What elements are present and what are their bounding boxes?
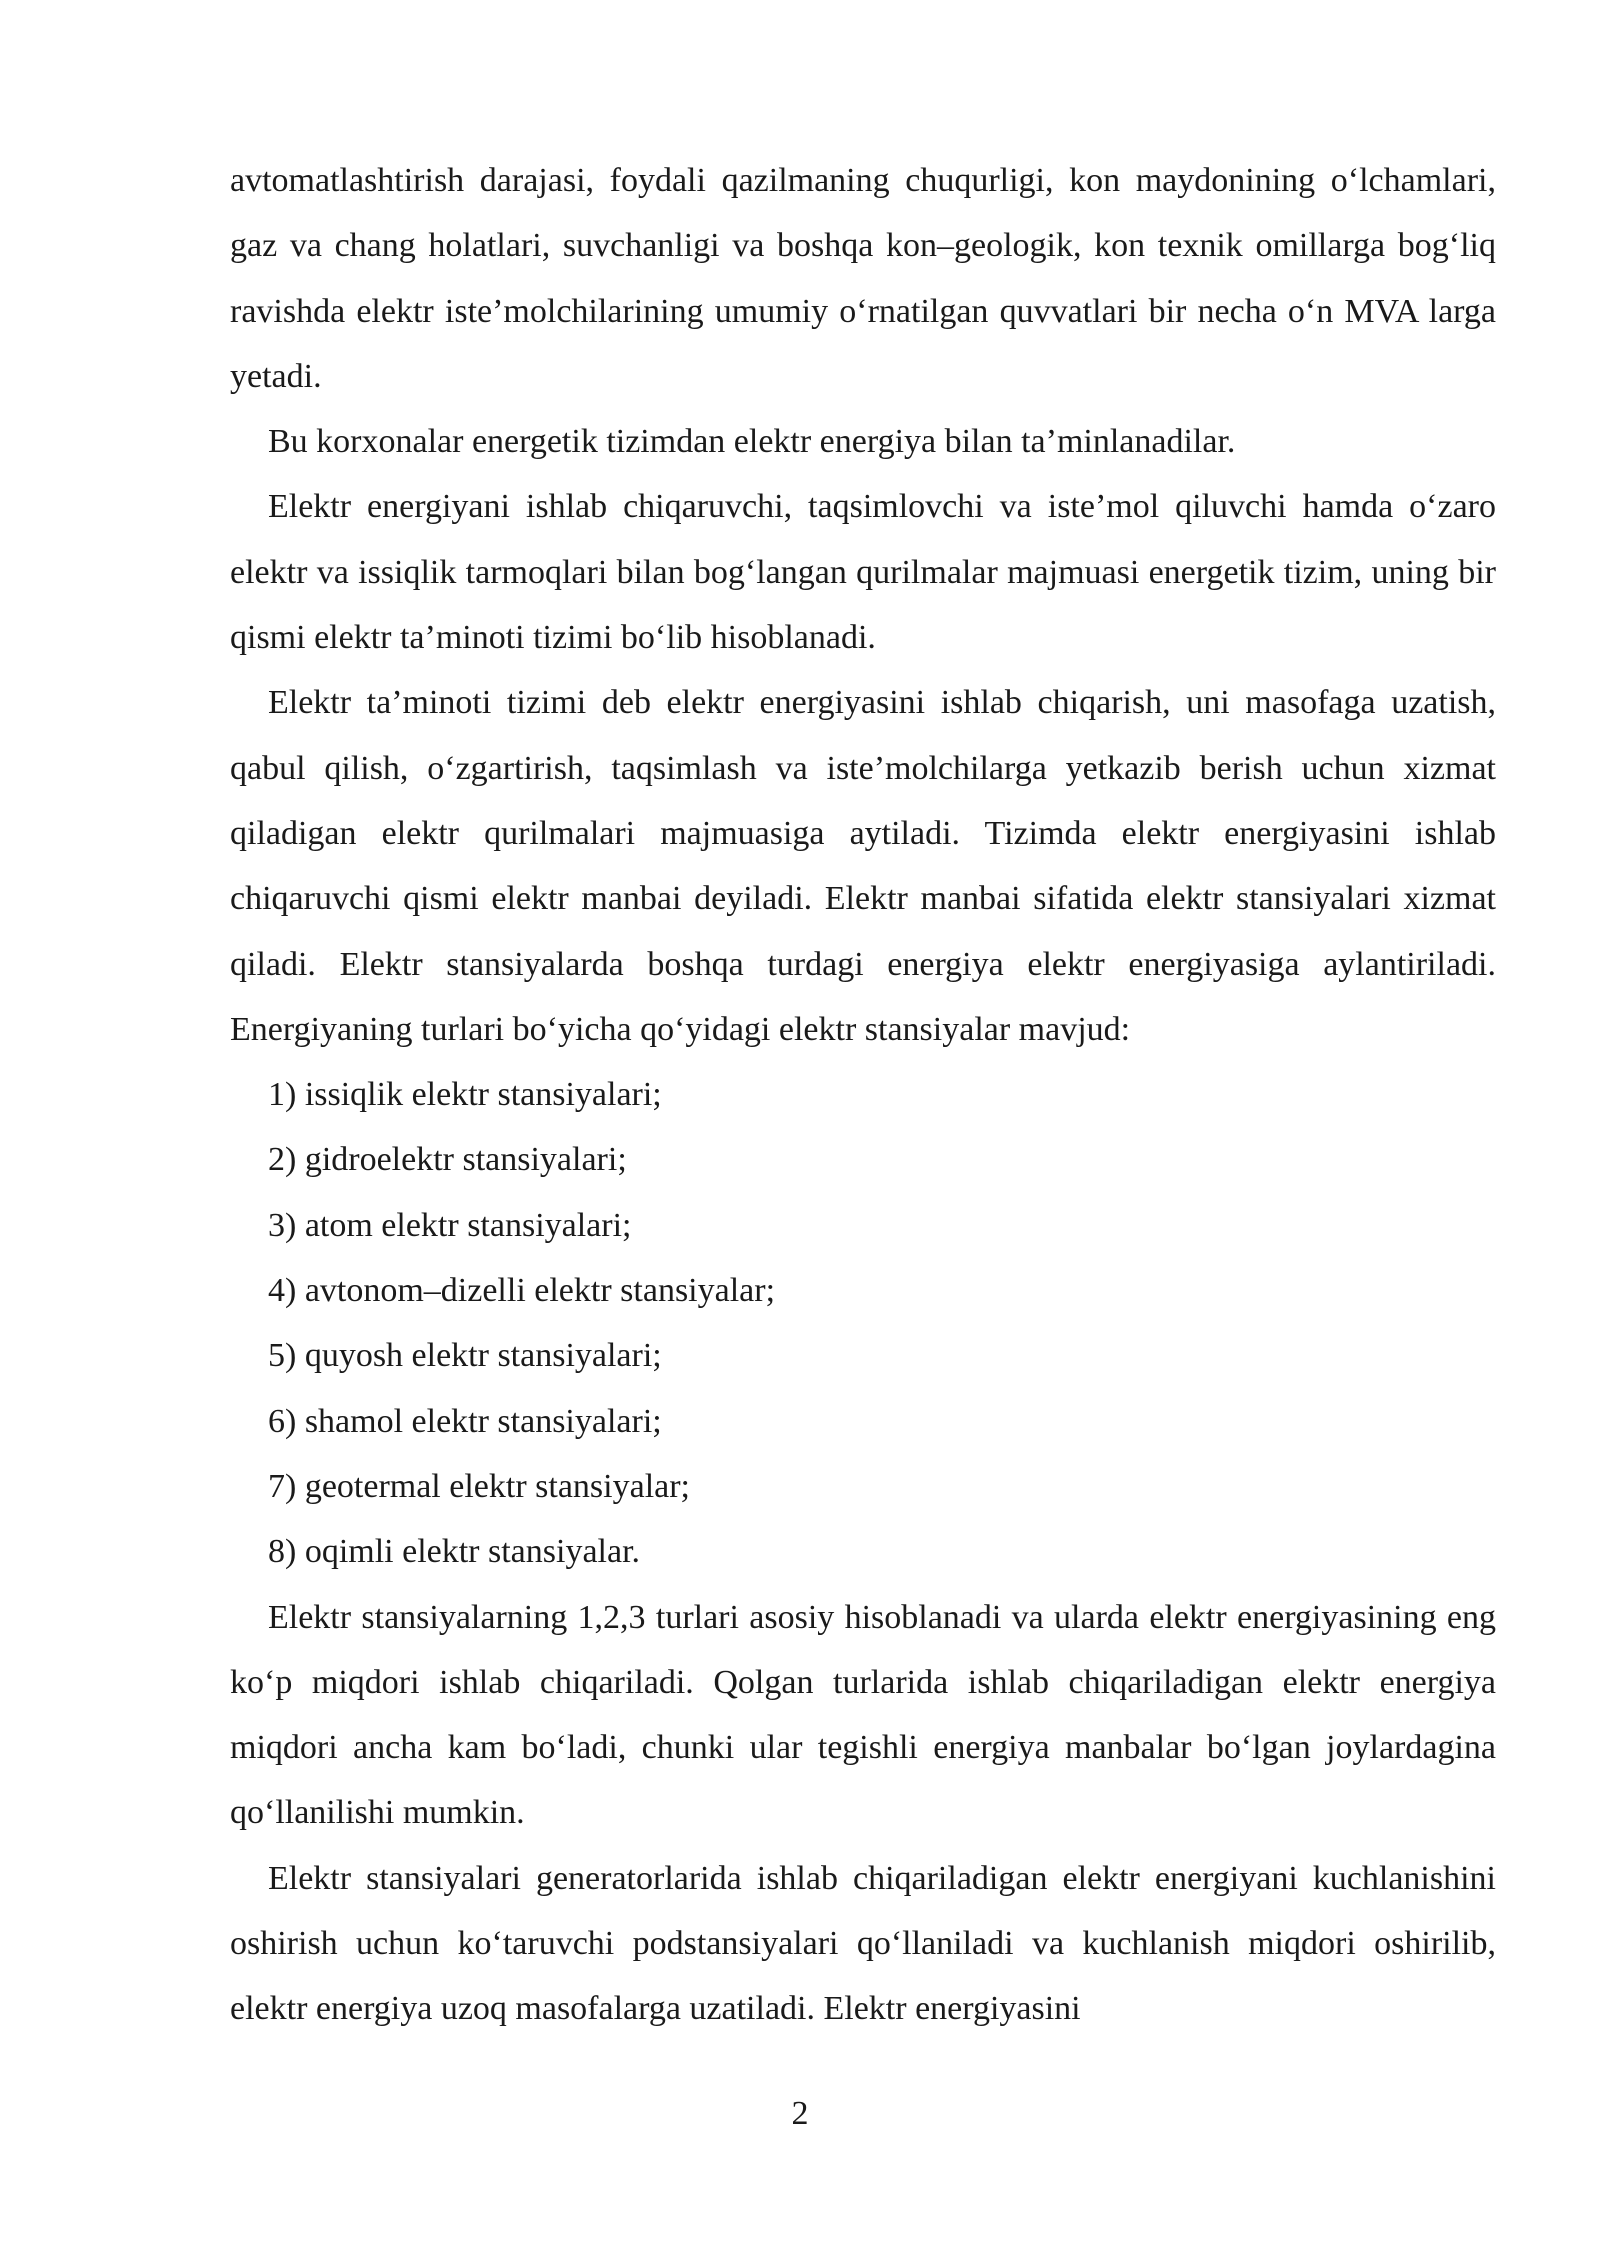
list-item: 8) oqimli elektr stansiyalar.	[268, 1533, 641, 1571]
list-item: 3) atom elektr stansiyalari;	[268, 1206, 632, 1244]
list-item: 7) geotermal elektr stansiyalar;	[268, 1467, 690, 1505]
paragraph: Elektr ta’minoti tizimi deb elektr energiyasini ishlab chiqarish, uni masofaga uzatish, qabul qilish, o‘zgartirish, taqsimlash va iste’molchilarga yetkazib berish uchun xizmat qiladigan elektr qurilmalari majmuasiga aytiladi. Tizimda elektr energiyasini ishlab chiqaruvchi qismi elektr manbai deyiladi. Elektr manbai sifatida elektr stansiyalari xizmat qiladi. Elektr stansiyalarda boshqa turdagi energiya elektr energiyasiga aylantiriladi. Energiyaning turlari bo‘yicha qo‘yidagi elektr stansiyalar mavjud:	[230, 684, 1496, 1048]
list-item: 6) shamol elektr stansiyalari;	[268, 1402, 662, 1440]
list-item: 4) avtonom–dizelli elektr stansiyalar;	[268, 1272, 776, 1310]
list-item: 1) issiqlik elektr stansiyalari;	[268, 1076, 662, 1114]
paragraph: Elektr stansiyalarning 1,2,3 turlari asosiy hisoblanadi va ularda elektr energiyasining eng ko‘p miqdori ishlab chiqariladi. Qolgan turlarida ishlab chiqariladigan elektr energiya miqdori ancha kam bo‘ladi, chunki ular tegishli energiya manbalar bo‘lgan joylardagina qo‘llanilishi mumkin.	[230, 1598, 1496, 1832]
paragraph: avtomatlashtirish darajasi, foydali qazilmaning chuqurligi, kon maydonining o‘lchamlari, gaz va chang holatlari, suvchanligi va boshqa kon–geologik, kon texnik omillarga bog‘liq ravishda elektr iste’molchilarining umumiy o‘rnatilgan quvvatlari bir necha o‘n MVA larga yetadi.	[230, 162, 1496, 395]
document-body	[230, 148, 1496, 2042]
paragraph: Bu korxonalar energetik tizimdan elektr energiya bilan ta’minlanadilar.	[268, 423, 1236, 461]
paragraph: Elektr stansiyalari generatorlarida ishlab chiqariladigan elektr energiyani kuchlanishini oshirish uchun ko‘taruvchi podstansiyalari qo‘llaniladi va kuchlanish miqdori oshirilib, elektr energiya uzoq masofalarga uzatiladi. Elektr energiyasini	[230, 1859, 1496, 2028]
page-number: 2	[791, 2095, 809, 2132]
list-item: 2) gidroelektr stansiyalari;	[268, 1141, 627, 1179]
list-item: 5) quyosh elektr stansiyalari;	[268, 1337, 662, 1375]
paragraph: Elektr energiyani ishlab chiqaruvchi, taqsimlovchi va iste’mol qiluvchi hamda o‘zaro elektr va issiqlik tarmoqlari bilan bog‘langan qurilmalar majmuasi energetik tizim, uning bir qismi elektr ta’minoti tizimi bo‘lib hisoblanadi.	[230, 488, 1496, 657]
